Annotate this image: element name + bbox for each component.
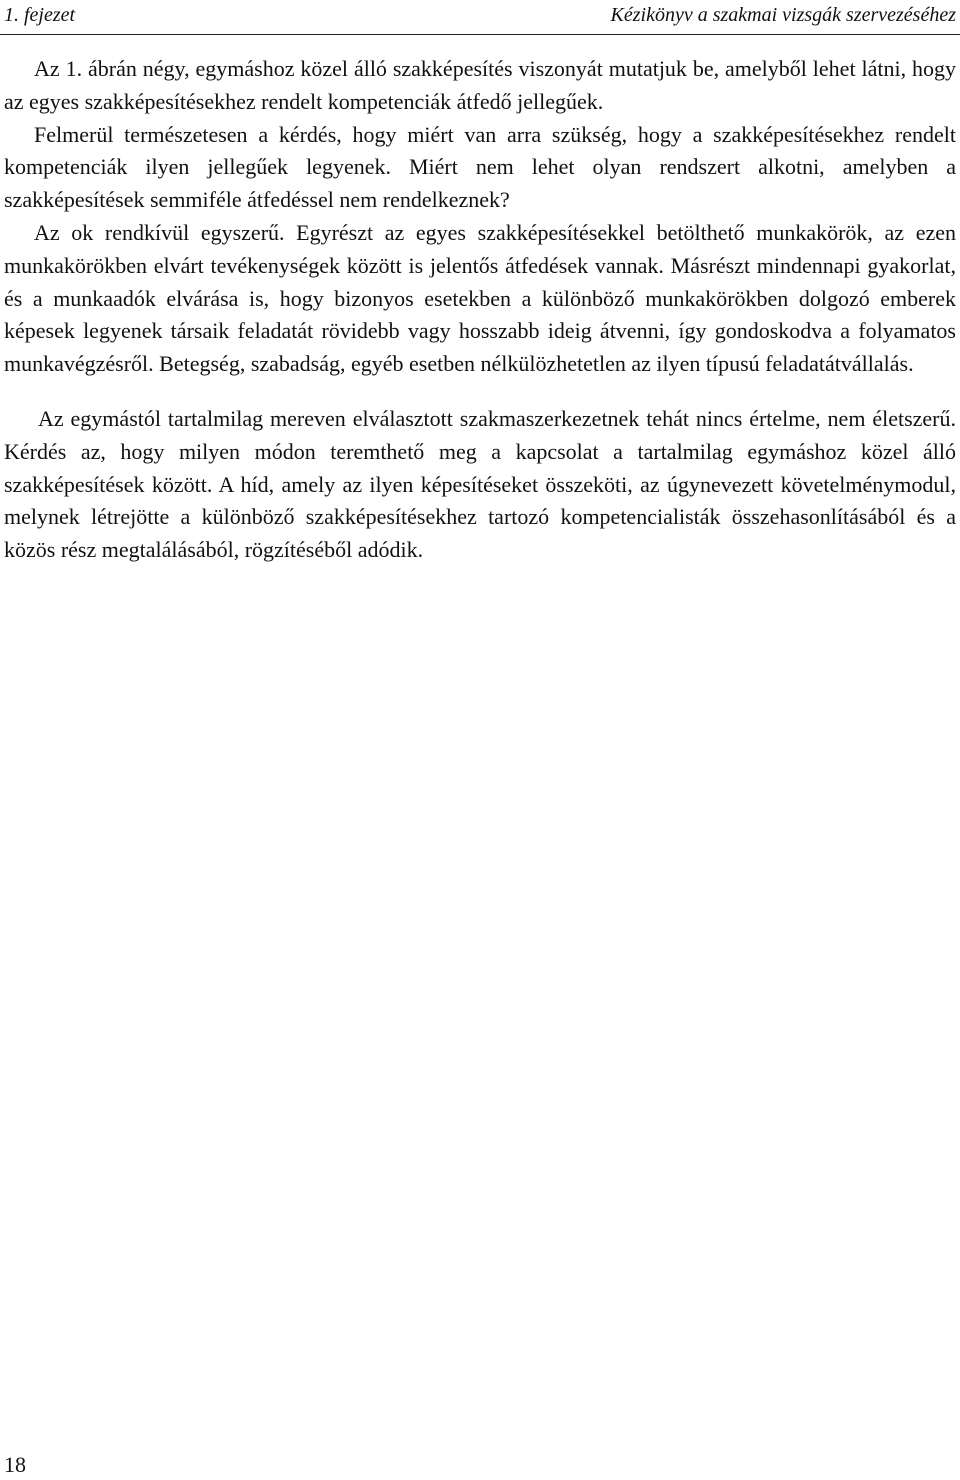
paragraph-4: Az egymástól tartalmilag mereven elválasztott szakmaszerkezetnek tehát nincs értelme, nem életszerű. Kérdés az, hogy milyen módon teremthető meg a kapcsolat a tartalmilag egymáshoz közel álló szakképesítések között. A híd, amely az ilyen képesítéseket összeköti, az úgynevezett követelménymodul, melynek létrejötte a különböző szakképesítésekhez tartozó kompetencialisták összehasonlításából és a közös rész megtalálásából, rögzítéséből adódik. (4, 405, 956, 563)
running-header (0, 0, 960, 35)
page-number: 18 (4, 1452, 26, 1477)
paragraph-2: Felmerül természetesen a kérdés, hogy miért van arra szükség, hogy a szakképesítésekhez rendelt kompetenciák ilyen jellegűek legyenek. Miért nem lehet olyan rendszert alkotni, amelyben a szakképesítések semmiféle átfedéssel nem rendelkeznek? (4, 121, 956, 213)
body-text (4, 53, 956, 567)
paragraph-3: Az ok rendkívül egyszerű. Egyrészt az egyes szakképesítésekkel betölthető munkakörök, az ezen munkakörökben elvárt tevékenységek között is jelentős átfedések vannak. Másrészt mindennapi gyakorlat, és a munkaadók elvárása is, hogy bizonyos esetekben a különböző munkakörökben dolgozó emberek képesek legyenek társaik feladatát rövidebb vagy hosszabb ideig átvenni, így gondoskodva a folyamatos munkavégzésről. Betegség, szabadság, egyéb esetben nélkülözhetetlen az ilyen típusú feladatátvállalás. (4, 219, 956, 377)
chapter-label: 1. fejezet (4, 4, 76, 26)
book-title: Kézikönyv a szakmai vizsgák szervezéséhez (610, 4, 956, 26)
paragraph-1: Az 1. ábrán négy, egymáshoz közel álló szakképesítés viszonyát mutatjuk be, amelyből lehet látni, hogy az egyes szakképesítésekhez rendelt kompetenciák átfedő jellegűek. (4, 56, 956, 114)
